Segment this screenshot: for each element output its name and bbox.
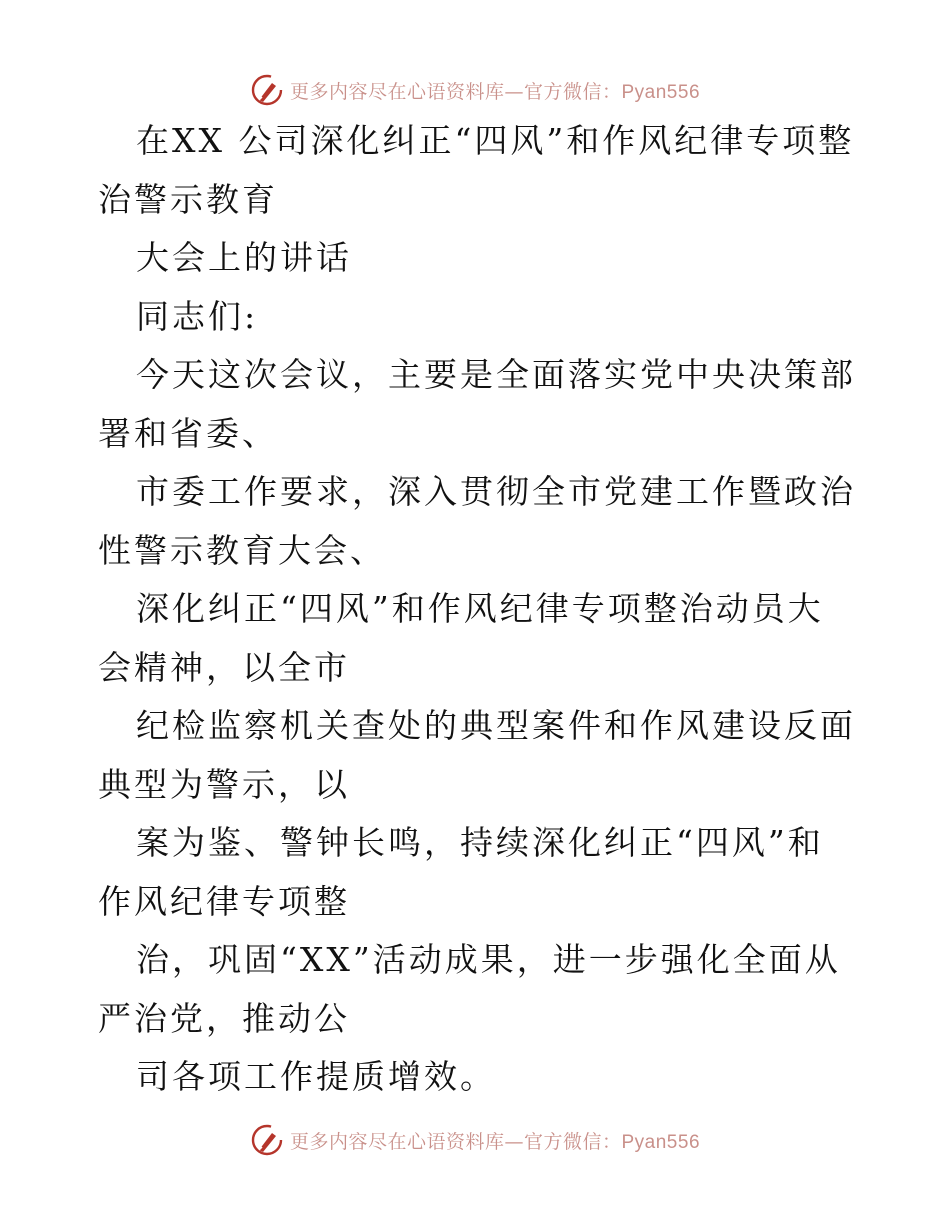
paragraph-body: 司各项工作提质增效。 <box>136 1057 496 1096</box>
pen-nib-logo-icon <box>250 1123 284 1157</box>
watermark-wechat-label: 官方微信： <box>523 80 622 103</box>
watermark-text <box>290 77 700 104</box>
paragraph-body: 深化纠正“四风”和作风纪律专项整治动员大会精神，以全市 <box>98 589 824 687</box>
watermark-separator: — <box>504 1130 524 1153</box>
paragraph-body: 治，巩固“XX”活动成果，进一步强化全面从严治党，推动公 <box>98 940 841 1038</box>
watermark-site-text: 更多内容尽在心语资料库 <box>289 1130 505 1153</box>
footer-watermark <box>0 1122 950 1158</box>
watermark-wechat-id: Pyan556 <box>621 1131 701 1153</box>
watermark-wechat-id: Pyan556 <box>621 81 701 103</box>
paragraph-body: 今天这次会议，主要是全面落实党中央决策部署和省委、 <box>98 355 856 453</box>
paragraph-title-line-1: 在XX 公司深化纠正“四风”和作风纪律专项整治警示教育 <box>98 121 855 219</box>
paragraph-body: 案为鉴、警钟长鸣，持续深化纠正“四风”和作风纪律专项整 <box>98 823 824 921</box>
watermark-wechat-label: 官方微信： <box>523 1130 622 1153</box>
paragraph-title-line-2: 大会上的讲话 <box>136 238 352 277</box>
watermark-separator: — <box>504 80 524 103</box>
paragraph-salutation: 同志们: <box>136 296 259 336</box>
watermark-site-text: 更多内容尽在心语资料库 <box>289 80 505 103</box>
paragraph-body: 纪检监察机关查处的典型案件和作风建设反面典型为警示，以 <box>98 706 856 804</box>
document-body <box>98 112 858 1107</box>
watermark-text <box>290 1127 700 1154</box>
header-watermark <box>0 72 950 108</box>
paragraph-body: 市委工作要求，深入贯彻全市党建工作暨政治性警示教育大会、 <box>98 472 856 570</box>
pen-nib-logo-icon <box>250 73 284 107</box>
